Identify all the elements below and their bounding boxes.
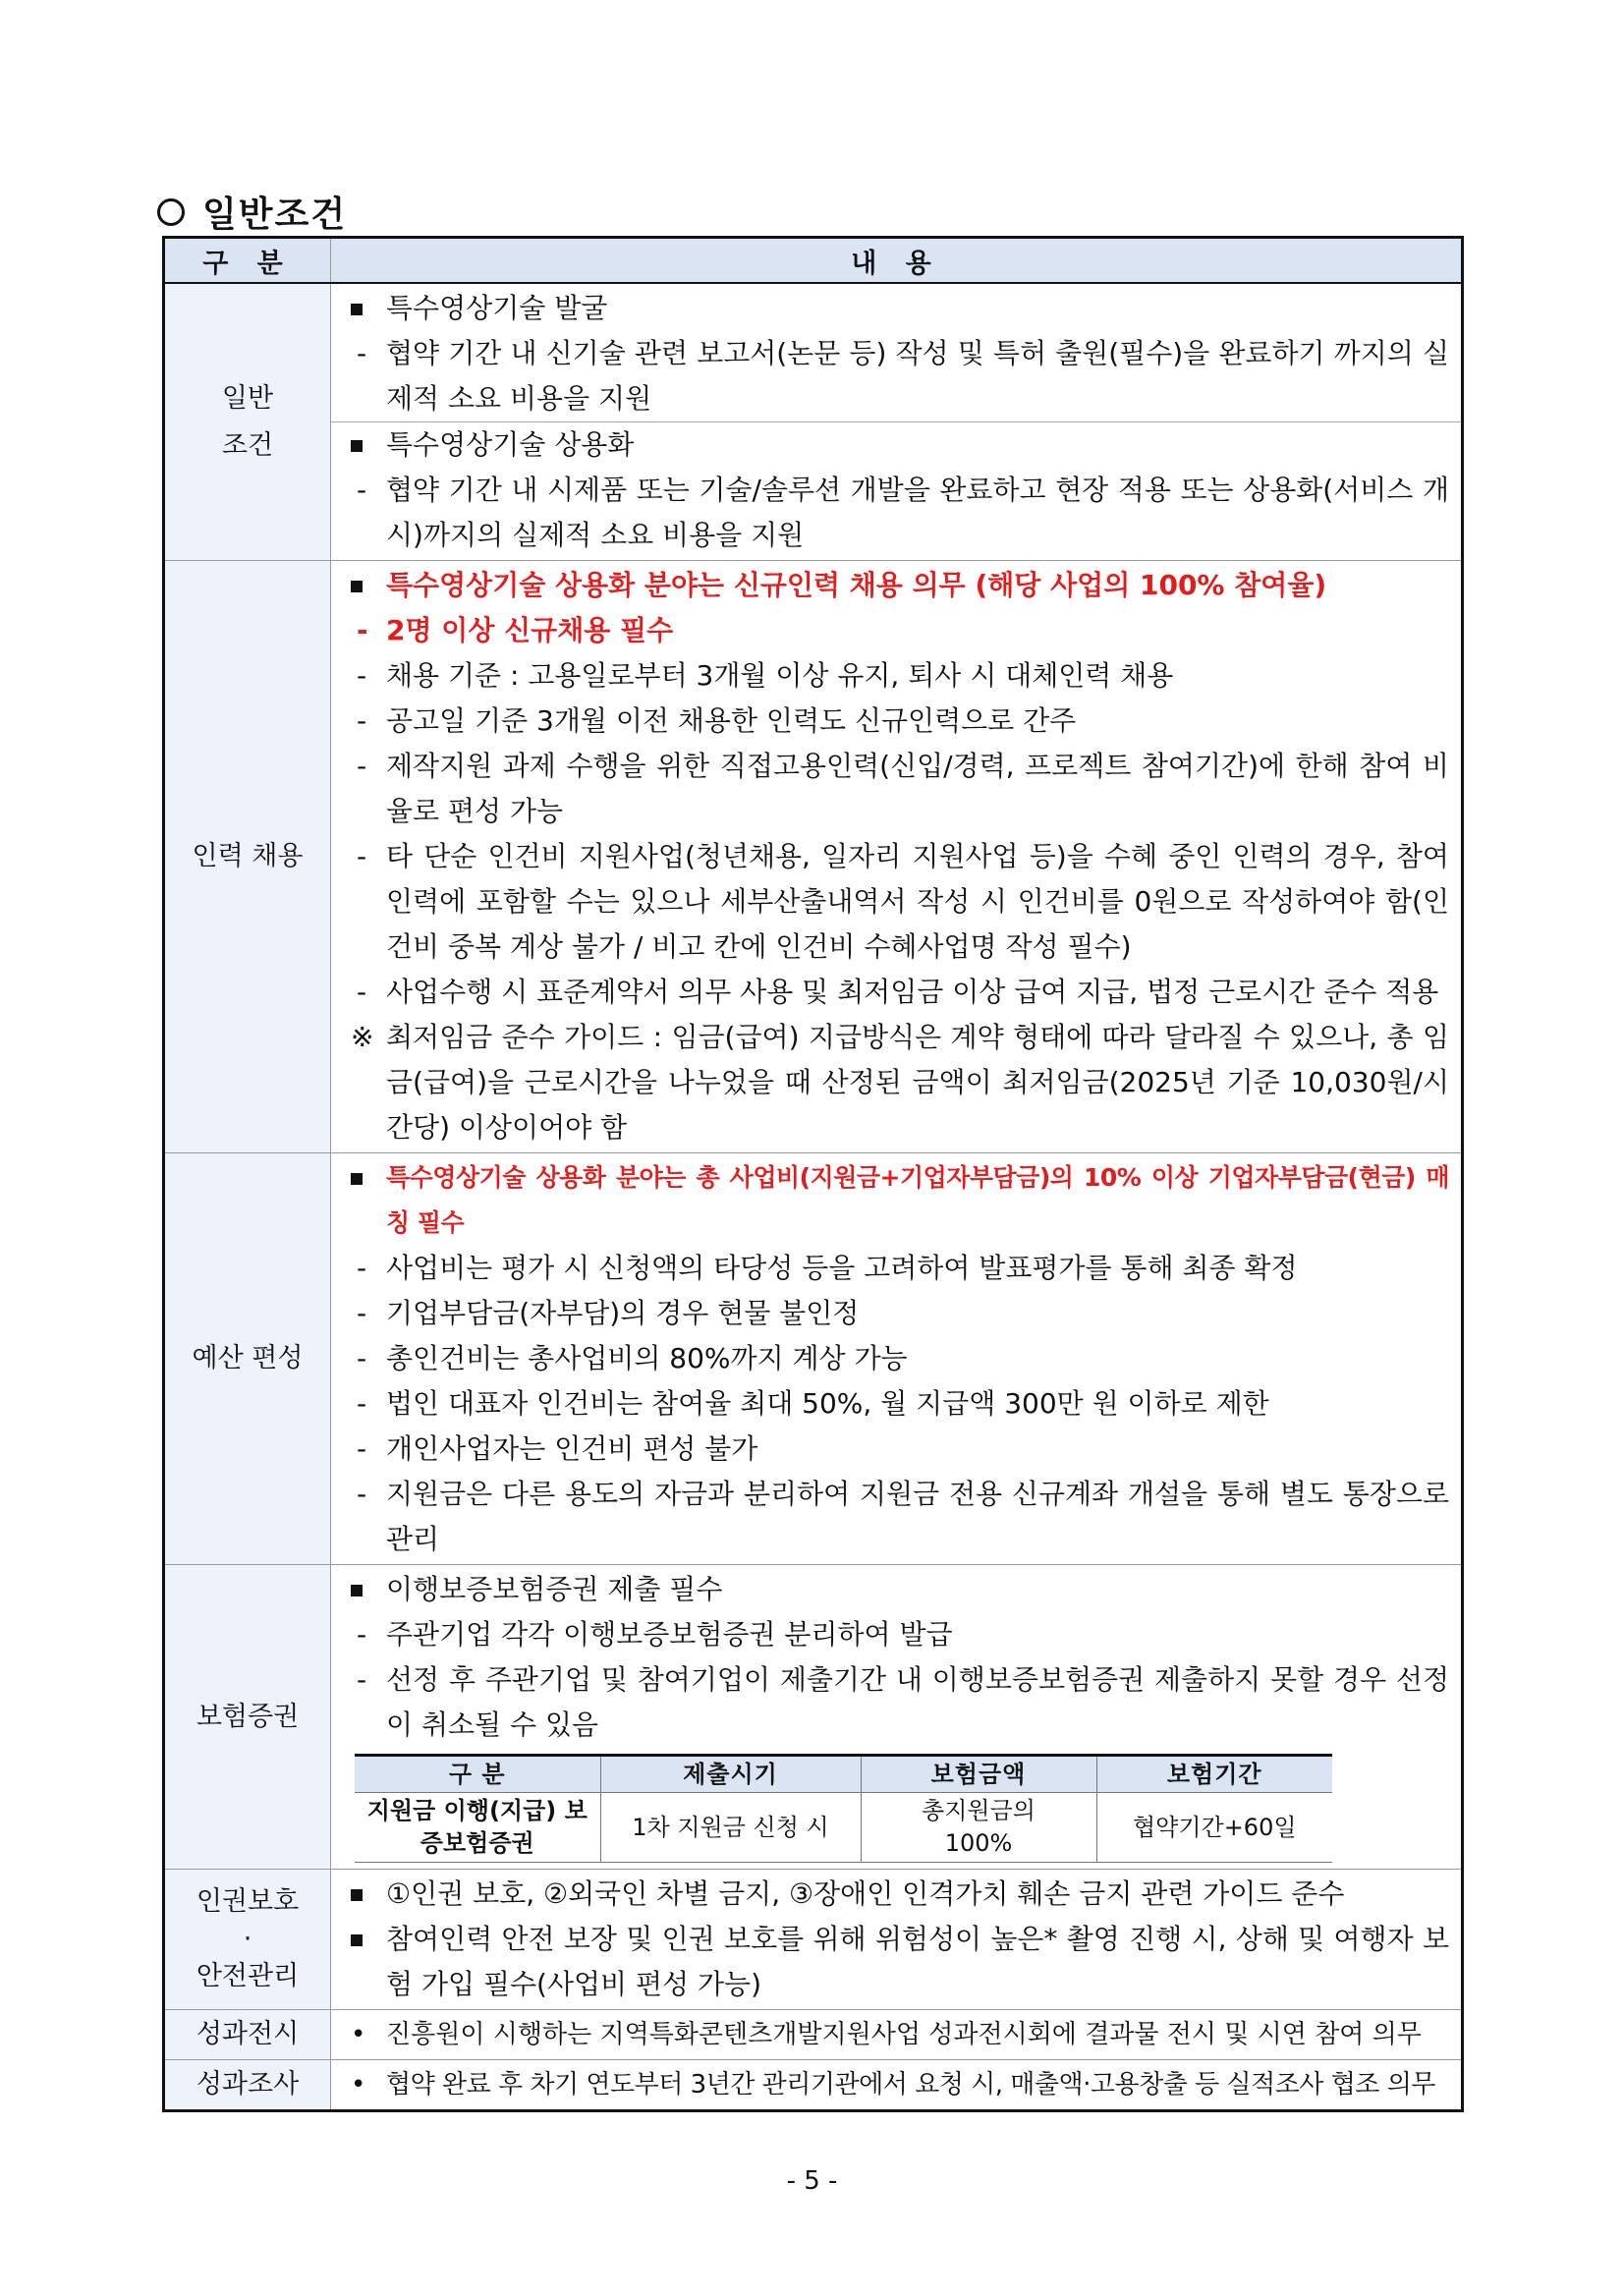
content-safety xyxy=(331,1870,1463,2010)
list-item: 특수영상기술 상용화 xyxy=(351,422,1449,468)
subtable-cell: 협약기간+60일 xyxy=(1096,1793,1332,1863)
insurance-subtable xyxy=(355,1754,1332,1863)
content-hiring xyxy=(331,561,1463,1153)
table-row xyxy=(355,1793,1332,1863)
list-item: • 협약 완료 후 차기 연도부터 3년간 관리기관에서 요청 시, 매출액‧고용창출 등 실적조사 협조 의무 xyxy=(351,2062,1449,2107)
list-item: 참여인력 안전 보장 및 인권 보호를 위해 위험성이 높은* 촬영 진행 시, 상해 및 여행자 보험 가입 필수(사업비 편성 가능) xyxy=(351,1917,1449,2007)
list-item: - 공고일 기준 3개월 이전 채용한 인력도 신규인력으로 간주 xyxy=(357,704,1077,737)
conditions-table xyxy=(162,236,1464,2112)
list-item: 특수영상기술 발굴 xyxy=(351,286,1449,331)
list-item: - 지원금은 다른 용도의 자금과 분리하여 지원금 전용 신규계좌 개설을 통해 별도 통장으로 관리 xyxy=(357,1478,1449,1555)
square-bullet-icon xyxy=(351,1889,363,1901)
category-general: 일반 조건 xyxy=(164,283,331,561)
subtable-header: 구 분 xyxy=(355,1756,600,1793)
content-insurance xyxy=(331,1565,1463,1870)
list-item: 특수영상기술 상용화 분야는 총 사업비(지원금+기업자부담금)의 10% 이상 기업자부담금(현금) 매칭 필수 xyxy=(351,1155,1449,1246)
list-item: - 총인건비는 총사업비의 80%까지 계상 가능 xyxy=(357,1342,908,1374)
content-general xyxy=(331,283,1463,561)
note-item: ※ 최저임금 준수 가이드 : 임금(급여) 지급방식은 계약 형태에 따라 달라질 수 있으나, 총 임금(급여)을 근로시간을 나누었을 때 산정된 금액이 최저임금(2025년 기준 10,030원/시간당) 이상이어야 함 xyxy=(351,1021,1449,1144)
list-item: ①인권 보호, ②외국인 차별 금지, ③장애인 인격가치 훼손 금지 관련 가이드 준수 xyxy=(351,1872,1449,1917)
dot-bullet-icon: • xyxy=(351,2070,365,2100)
list-item: • 진흥원이 시행하는 지역특화콘텐츠개발지원사업 성과전시회에 결과물 전시 및 시연 참여 의무 xyxy=(351,2012,1449,2057)
category-exhibit: 성과전시 xyxy=(164,2010,331,2060)
category-budget: 예산 편성 xyxy=(164,1153,331,1565)
square-bullet-icon xyxy=(351,440,363,452)
content-exhibit xyxy=(331,2010,1463,2060)
subtable-header: 보험금액 xyxy=(861,1756,1096,1793)
list-item: - 타 단순 인건비 지원사업(청년채용, 일자리 지원사업 등)을 수혜 중인 인력의 경우, 참여 인력에 포함할 수는 있으나 세부산출내역서 작성 시 인건비를 0원으로 작성하여야 함(인건비 중복 계상 불가 / 비고 칸에 인건비 수혜사업명 작성 필수) xyxy=(357,840,1449,963)
subtable-header: 제출시기 xyxy=(600,1756,861,1793)
subtable-header-row xyxy=(355,1756,1332,1793)
row-general xyxy=(164,283,1463,561)
list-item: - 채용 기준 : 고용일로부터 3개월 이상 유지, 퇴사 시 대체인력 채용 xyxy=(357,659,1174,692)
table-header-row xyxy=(164,238,1463,284)
row-safety xyxy=(164,1870,1463,2010)
row-exhibit xyxy=(164,2010,1463,2060)
subtable-header: 보험기간 xyxy=(1096,1756,1332,1793)
list-item: - 사업수행 시 표준계약서 의무 사용 및 최저임금 이상 급여 지급, 법정 근로시간 준수 적용 xyxy=(357,976,1439,1008)
section-title: 일반조건 xyxy=(202,195,348,235)
list-item: - 주관기업 각각 이행보증보험증권 분리하여 발급 xyxy=(357,1618,953,1651)
list-item: 특수영상기술 상용화 분야는 신규인력 채용 의무 (해당 사업의 100% 참여율) xyxy=(351,563,1449,608)
list-item: - 선정 후 주관기업 및 참여기업이 제출기간 내 이행보증보험증권 제출하지 못할 경우 선정이 취소될 수 있음 xyxy=(357,1663,1449,1741)
header-category: 구 분 xyxy=(164,238,331,284)
square-bullet-icon xyxy=(351,1934,363,1946)
circle-bullet-icon xyxy=(157,198,185,226)
square-bullet-icon xyxy=(351,1173,363,1185)
header-content: 내 용 xyxy=(331,238,1463,284)
square-bullet-icon xyxy=(351,581,363,592)
list-item: 이행보증보험증권 제출 필수 xyxy=(351,1567,1449,1612)
row-hiring xyxy=(164,561,1463,1153)
list-item: - 협약 기간 내 시제품 또는 기술/솔루션 개발을 완료하고 현장 적용 또는 상용화(서비스 개시)까지의 실제적 소요 비용을 지원 xyxy=(357,474,1449,551)
dot-bullet-icon: • xyxy=(351,2020,366,2049)
square-bullet-icon xyxy=(351,1585,363,1596)
list-item: - 기업부담금(자부담)의 경우 현물 불인정 xyxy=(357,1297,860,1329)
content-survey xyxy=(331,2060,1463,2111)
section-heading xyxy=(157,187,347,237)
category-hiring: 인력 채용 xyxy=(164,561,331,1153)
list-item: - 개인사업자는 인건비 편성 불가 xyxy=(357,1432,758,1465)
row-survey xyxy=(164,2060,1463,2111)
list-item: - 2명 이상 신규채용 필수 xyxy=(357,614,674,646)
square-bullet-icon xyxy=(351,304,363,315)
row-budget xyxy=(164,1153,1463,1565)
list-item: - 제작지원 과제 수행을 위한 직접고용인력(신입/경력, 프로젝트 참여기간)에 한해 참여 비율로 편성 가능 xyxy=(357,750,1449,827)
list-item: - 협약 기간 내 신기술 관련 보고서(논문 등) 작성 및 특허 출원(필수)을 완료하기 까지의 실제적 소요 비용을 지원 xyxy=(357,337,1449,415)
page-number: - 5 - xyxy=(786,2166,838,2196)
subtable-cell: 지원금 이행(지급) 보증보험증권 xyxy=(355,1793,600,1863)
content-budget xyxy=(331,1153,1463,1565)
row-insurance xyxy=(164,1565,1463,1870)
category-survey: 성과조사 xyxy=(164,2060,331,2111)
subtable-cell: 1차 지원금 신청 시 xyxy=(600,1793,861,1863)
subtable-cell: 총지원금의 100% xyxy=(861,1793,1096,1863)
category-insurance: 보험증권 xyxy=(164,1565,331,1870)
category-safety: 인권보호 · 안전관리 xyxy=(164,1870,331,2010)
list-item: - 법인 대표자 인건비는 참여율 최대 50%, 월 지급액 300만 원 이하로 제한 xyxy=(357,1387,1269,1420)
list-item: - 사업비는 평가 시 신청액의 타당성 등을 고려하여 발표평가를 통해 최종 확정 xyxy=(357,1252,1298,1284)
